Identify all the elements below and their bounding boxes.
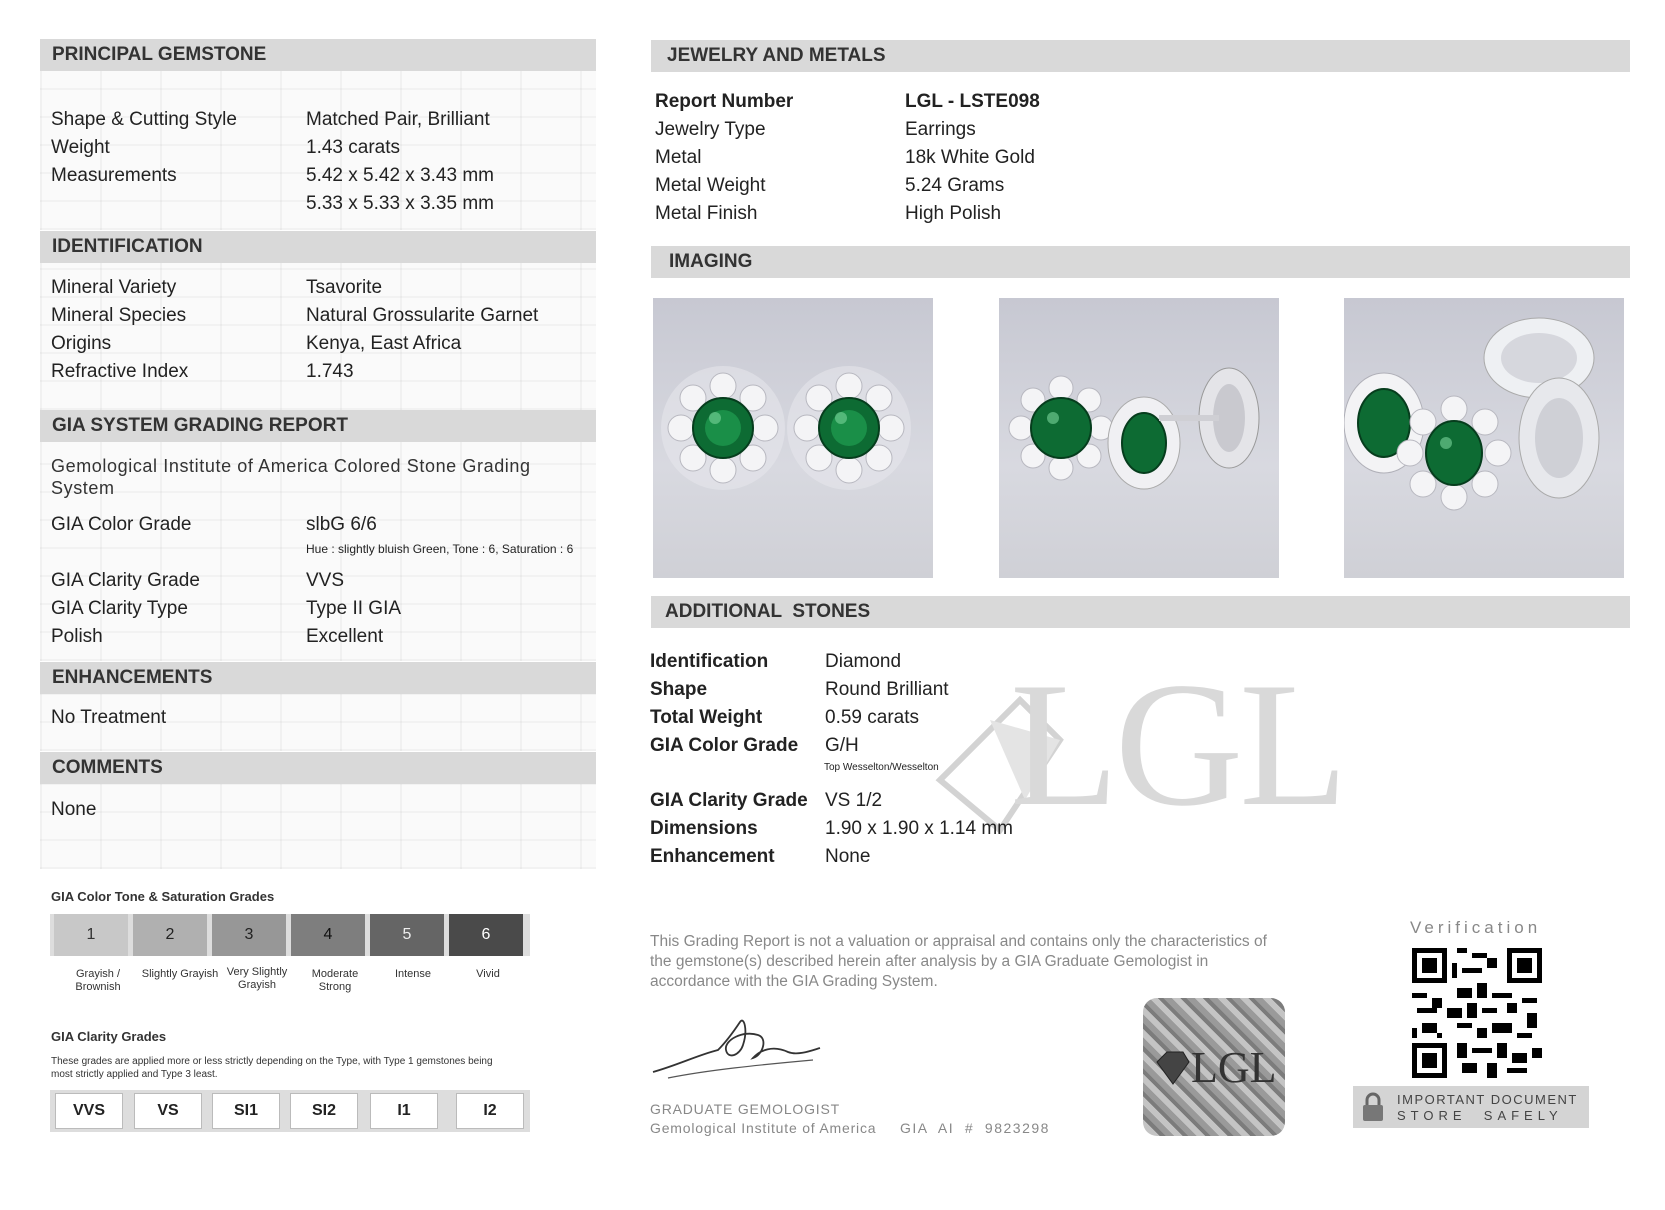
tone-label-6: Vivid (476, 968, 500, 980)
enhancements-value: No Treatment (51, 707, 167, 728)
principal-header: PRINCIPAL GEMSTONE (40, 39, 596, 71)
enhancements-header: ENHANCEMENTS (40, 662, 596, 694)
gemologist-institute: Gemological Institute of America (650, 1120, 877, 1136)
additional-value: Diamond (825, 651, 902, 672)
gia-id: GIA AI # 9823298 (900, 1120, 1050, 1136)
identification-value: Tsavorite (306, 277, 383, 298)
gia-label: GIA Clarity Grade (51, 570, 200, 591)
tone-label-4: Moderate Strong (311, 968, 359, 993)
principal-value: Matched Pair, Brilliant (306, 109, 490, 130)
jewelry-value: Earrings (905, 119, 976, 140)
identification-label: Refractive Index (51, 361, 189, 382)
comments-background (40, 783, 596, 869)
imaging-header: IMAGING (651, 246, 1630, 278)
additional-label: Enhancement (650, 846, 775, 867)
tone-label-3: Very Slightly Grayish (226, 966, 288, 991)
additional-value: 0.59 carats (825, 707, 919, 728)
clarity-grade-si2: SI2 (290, 1093, 358, 1129)
identification-value: 1.743 (306, 361, 354, 382)
seal-diamond-icon (1153, 1048, 1193, 1088)
earring-side-image (999, 298, 1279, 578)
earring-front-image (653, 298, 933, 578)
principal-label: Shape & Cutting Style (51, 109, 237, 130)
earring-angle-image (1344, 298, 1624, 578)
tone-scale (50, 914, 530, 956)
additional-value: VS 1/2 (825, 790, 883, 811)
tone-label-1: Grayish / Brownish (75, 968, 121, 993)
additional-header: ADDITIONAL STONES (651, 596, 1630, 628)
tone-grade-1: 1 (54, 914, 128, 956)
identification-value: Kenya, East Africa (306, 333, 462, 354)
store-safely-text: STORE SAFELY (1397, 1108, 1563, 1123)
hologram-seal (1143, 998, 1285, 1136)
gia-label: GIA Clarity Type (51, 598, 188, 619)
tone-grade-6: 6 (449, 914, 523, 956)
tone-grade-3: 3 (212, 914, 286, 956)
jewelry-label: Report Number (655, 91, 794, 112)
tone-label-2: Slightly Grayish (141, 968, 219, 980)
gia-color-label: GIA Color Grade (51, 514, 192, 535)
clarity-grade-i1: I1 (370, 1093, 438, 1129)
jewelry-value: 5.24 Grams (905, 175, 1005, 196)
verification-label: Verification (1410, 918, 1542, 937)
clarity-grade-vs: VS (134, 1093, 202, 1129)
jewelry-label: Jewelry Type (655, 119, 766, 140)
clarity-grade-si1: SI1 (212, 1093, 280, 1129)
clarity-grade-vvs: VVS (55, 1093, 123, 1129)
gia-header: GIA SYSTEM GRADING REPORT (40, 410, 596, 442)
additional-label: Shape (650, 679, 708, 700)
principal-label: Measurements (51, 165, 177, 186)
additional-label: GIA Color Grade (650, 735, 799, 756)
comments-value: None (51, 799, 97, 820)
additional-value: Round Brilliant (825, 679, 949, 700)
jewelry-label: Metal (655, 147, 702, 168)
identification-value: Natural Grossularite Garnet (306, 305, 539, 326)
tone-scale-title: GIA Color Tone & Saturation Grades (51, 889, 275, 904)
identification-label: Origins (51, 333, 112, 354)
clarity-grade-i2: I2 (456, 1093, 524, 1129)
additional-value: 1.90 x 1.90 x 1.14 mm (825, 818, 1013, 839)
identification-header: IDENTIFICATION (40, 231, 596, 263)
lgl-watermark-text: LGL (1010, 645, 1345, 843)
earring-photo-angle (1344, 298, 1624, 578)
additional-value: None (825, 846, 871, 867)
principal-value: 5.33 x 5.33 x 3.35 mm (306, 193, 494, 214)
qr-code-icon (1412, 948, 1542, 1078)
gia-value: VVS (306, 570, 345, 591)
earring-photo-front (653, 298, 933, 578)
gia-system-text: Gemological Institute of America Colored Stone Grading System (51, 456, 531, 498)
clarity-scale-title: GIA Clarity Grades (51, 1029, 167, 1044)
principal-label: Weight (51, 137, 110, 158)
verification-qr-code[interactable] (1412, 948, 1542, 1078)
tone-grade-5: 5 (370, 914, 444, 956)
tone-grade-2: 2 (133, 914, 207, 956)
jewelry-value: High Polish (905, 203, 1002, 224)
gia-label: Polish (51, 626, 103, 647)
additional-label: Dimensions (650, 818, 758, 839)
comments-header: COMMENTS (40, 752, 596, 784)
identification-label: Mineral Variety (51, 277, 177, 298)
gemologist-signature (648, 1010, 828, 1090)
additional-value: G/H (825, 735, 859, 756)
important-document-badge (1353, 1086, 1589, 1128)
gemologist-title: GRADUATE GEMOLOGIST (650, 1101, 840, 1117)
disclaimer-text: This Grading Report is not a valuation or appraisal and contains only the characteristics of the gemstone(s) described herein after analysis by a GIA Graduate Gemologist in accordance with the GIA Grading System. (650, 933, 1267, 990)
gia-value: Type II GIA (306, 598, 402, 619)
signature-image (648, 1010, 828, 1090)
gia-color-note: Hue : slightly bluish Green, Tone : 6, Saturation : 6 (306, 542, 574, 556)
principal-value: 1.43 carats (306, 137, 400, 158)
identification-label: Mineral Species (51, 305, 187, 326)
clarity-scale (50, 1090, 530, 1132)
earring-photo-side (999, 298, 1279, 578)
jewelry-value: 18k White Gold (905, 147, 1035, 168)
additional-color-note: Top Wesselton/Wesselton (824, 762, 939, 773)
jewelry-header: JEWELRY AND METALS (651, 40, 1630, 72)
important-document-text: IMPORTANT DOCUMENT (1397, 1092, 1578, 1107)
padlock-icon (1361, 1092, 1385, 1122)
principal-value: 5.42 x 5.42 x 3.43 mm (306, 165, 494, 186)
clarity-scale-note: These grades are applied more or less strictly depending on the Type, with Type 1 gemstones being most strictly applied and Type 3 least. (51, 1056, 493, 1080)
tone-label-5: Intense (394, 968, 432, 980)
tone-grade-4: 4 (291, 914, 365, 956)
additional-label: Total Weight (650, 707, 763, 728)
additional-label: GIA Clarity Grade (650, 790, 808, 811)
jewelry-label: Metal Weight (655, 175, 766, 196)
additional-label: Identification (650, 651, 769, 672)
seal-logo-text: LGL (1191, 1043, 1277, 1092)
gia-color-value: slbG 6/6 (306, 514, 377, 535)
jewelry-label: Metal Finish (655, 203, 758, 224)
report-number-value: LGL - LSTE098 (905, 91, 1040, 112)
gia-value: Excellent (306, 626, 384, 647)
